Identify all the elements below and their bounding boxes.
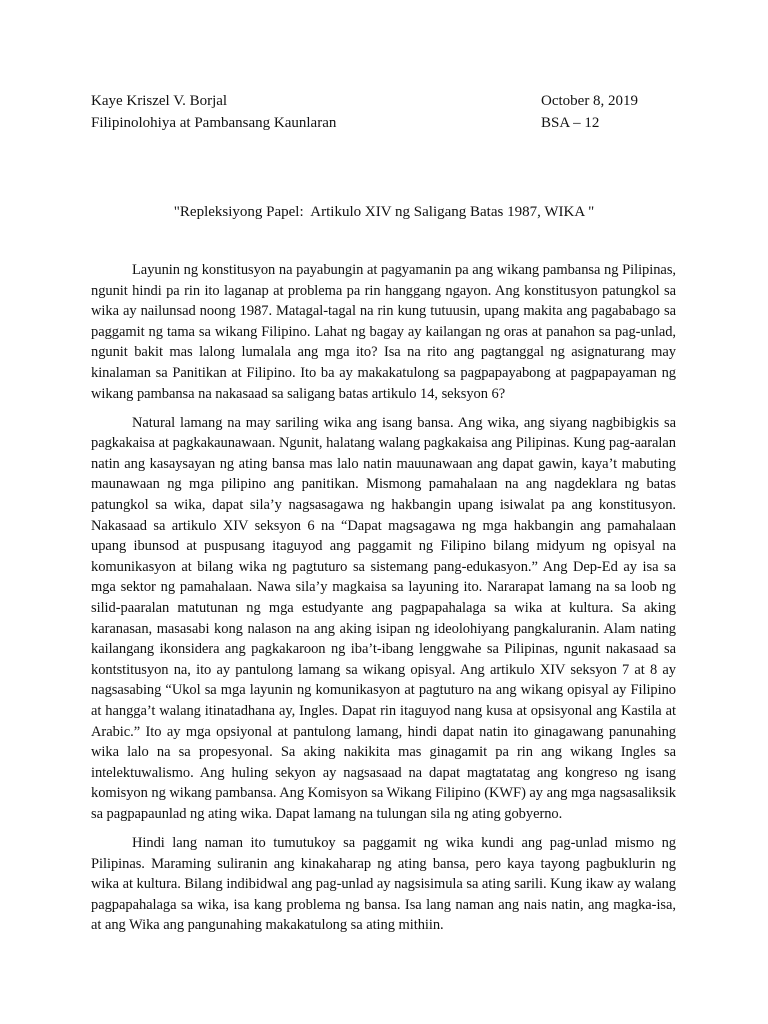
header-row-2 [91,112,651,134]
body-paragraph-2: Natural lamang na may sariling wika ang isang bansa. Ang wika, ang siyang nagbibigkis sa pagkakaisa at pagkakaunawaan. Ngunit, halatang walang pagkakaisa ang Pilipinas. Kung pag-aaralan natin ang kasaysayan ng ating bansa mas lalo natin mauunawaan ang dapat gawin, kaya’t mabuting maunawaan ng mga pilipino ang panitikan. Mismong pamahalaan na ang nagdeklara ng batas patungkol sa wika, dapat sila’y nagsasagawa ng hakbangin upang isiwalat pa ang konstitusyon. Nakasaad sa artikulo XIV seksyon 6 na “Dapat magsagawa ng mga hakbangin ang pamahalaan upang ibunsod at puspusang itaguyod ang paggamit ng Filipino bilang midyum ng opisyal na komunikasyon at bilang wika ng pagtuturo sa sistemang pang-edukasyon.” Ang Dep-Ed ay isa sa mga sektor ng pamahalaan. Nawa sila’y magkaisa sa layuning ito. Nararapat lamang na sa loob ng silid-paaralan matutunan ng mga estudyante ang pagpapahalaga sa wika at kultura. Sa aking karanasan, masasabi kong nalason na ang aking isipan ng ideolohiyang pangkaluranin. Alam nating kailangang ikonsidera ang pagkakaroon ng iba’t-ibang lenggwahe sa Pilipinas, ngunit nakasaad sa kontstitusyon na, ito ay pantulong lamang sa wikang opisyal. Ang artikulo XIV seksyon 7 at 8 ay nagsasabing “Ukol sa mga layunin ng komunikasyon at pagtuturo na ang wikang opisyal ay Filipino at hangga’t walang itinatadhana ay, Ingles. Dapat rin itaguyod nang kusa at opsisyonal ang Kastila at Arabic.” Ito ay mga opsiyonal at pantulong lamang, hindi dapat natin ito ginagawang panunahing wika lalo na sa propesyonal. Sa aking nakikita mas ginagamit pa rin ang wikang Ingles sa intelektuwalismo. Ang huling sekyon ay nagsasaad na dapat magtatatag ang kongreso ng isang komisyon ng wikang pambansa. Ang Komisyon sa Wikang Filipino (KWF) ay ang mga nagsasaliksik sa pagpapaunlad ng ating wika. Dapat lamang na tulungan sila ng ating gobyerno. [91,414,677,822]
section-name: BSA – 12 [541,115,600,131]
body-paragraph-1: Layunin ng konstitusyon na payabungin at pagyamanin pa ang wikang pambansa ng Pilipinas, ngunit hindi pa rin ito laganap at problema pa rin hanggang ngayon. Ang konstitusyon patungkol sa wika ay nailunsad noong 1987. Matagal-tagal na rin kung tutuusin, upang makita ang pagababago sa paggamit ng tama sa wikang Filipino. Lahat ng bagay ay kailangan ng oras at panahon sa pag-unlad, ngunit bakit mas lalong lumalala ang mga ito? Isa na rito ang pagtanggal ng asignaturang may kinalaman sa Panitikan at Filipino. Ito ba ay makakatulong sa pagpapayabong at pagpapayaman ng wikang pambansa na nakasaad sa saligang batas artikulo 14, seksyon 6? [91,262,676,402]
author-name: Kaye Kriszel V. Borjal [91,93,228,109]
document-header [91,90,651,134]
body-paragraph-3: Hindi lang naman ito tumutukoy sa paggamit ng wika kundi ang pag-unlad mismo ng Pilipinas. Maraming suliranin ang kinakaharap ng ating bansa, pero kaya tayong pagbuklurin ng wika at kultura. Bilang indibidwal ang pag-unlad ay nagsisimula sa ating sarili. Kung ikaw ay walang pagpapahalaga sa wika, isa kang problema ng bansa. Isa lang naman ang nais natin, ang magka-isa, at ang Wika ang pangunahing makakatulong sa ating mithiin. [91,835,676,934]
header-row-1 [91,90,651,112]
document-body [91,260,676,945]
document-title: "Repleksiyong Papel: Artikulo XIV ng Saligang Batas 1987, WIKA " [173,204,595,220]
course-name: Filipinolohiya at Pambansang Kaunlaran [91,115,337,131]
document-date: October 8, 2019 [541,93,639,109]
